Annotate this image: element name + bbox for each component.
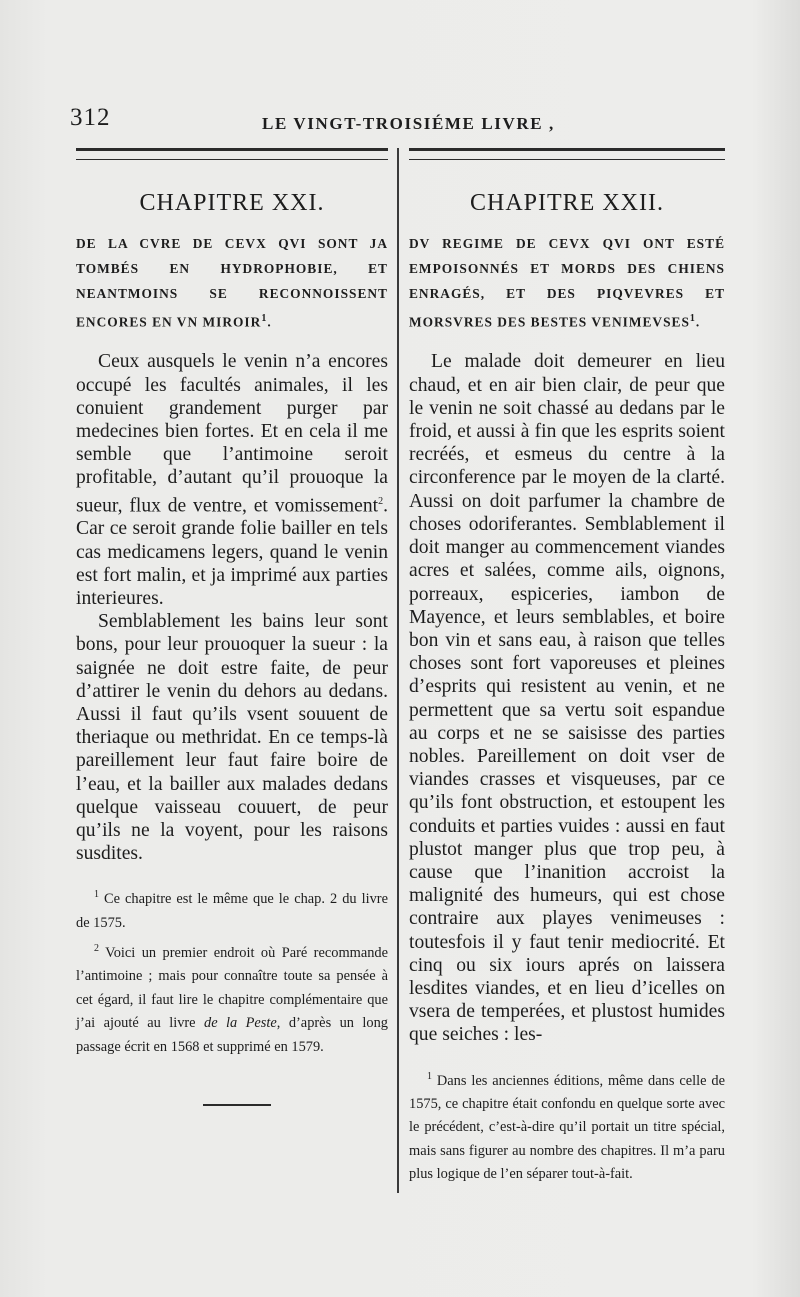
- footnotes: [409, 1065, 725, 1187]
- chapter-body: [76, 350, 388, 865]
- chapter-title: CHAPITRE XXI.: [139, 190, 325, 216]
- paragraph: Semblablement les bains leur sont bons, pour leur prouoquer la sueur : la saignée ne doit estre faite, de peur d’attirer le venin du dehors au dedans. Aussi il faut qu’ils vsent souuent de theriaque ou methridat. En ce temps-là pareillement leur faut faire boire de l’eau, et la bailler aux malades dedans quelque vaisseau couuert, de peur qu’ils ne la voyent, pour les raisons susdites.: [76, 611, 388, 865]
- end-rule: [203, 1104, 271, 1106]
- footnote-text: Ce chapitre est le même que le chap. 2 du livre de 1575.: [76, 891, 388, 931]
- footnote-number: 2: [94, 943, 99, 955]
- footnote-text: Dans les anciennes éditions, même dans celle de 1575, ce chapitre était confondu en quelque sorte avec le précédent, c’est-à-dire qu’il portait un titre spécial, mais sans figurer au nombre des chapitres. Il m’a paru plus logique de l’en séparer tout-à-fait.: [409, 1072, 725, 1182]
- chapter-title: CHAPITRE XXII.: [470, 190, 664, 216]
- subtitle-text: DE LA CVRE DE CEVX QVI SONT JA TOMBÉS EN HYDROPHOBIE, ET NEANTMOINS SE RECONNOISSENT ENCORES EN VN MIROIR: [76, 236, 388, 330]
- footnote: [76, 883, 388, 935]
- footnote-text: , d’après un long passage écrit en 1568 et supprimé en 1579.: [76, 1015, 388, 1055]
- paragraph: Le malade doit demeurer en lieu chaud, et en air bien clair, de peur que le venin ne soit chassé au dedans par le froid, et aussi à fin que les esprits soient recréés, et esmeus du centre à la circonference par le moyen de la clarté. Aussi on doit parfumer la chambre de choses odoriferantes. Semblablement il doit manger au commencement viandes acres et salées, comme ails, oignons, porreaux, espiceries, iambon de Mayence, et leurs semblables, et boire bon vin et sans eau, à raison que telles choses sont fort vaporeuses et pleines d’esprits qui resistent au venin, et ne permettent que sa vertu soit espandue au corps et ne se saisisse des parties nobles. Pareillement on doit vser de viandes crasses et visqueuses, par ce qu’ils font obstruction, et estoupent les conduits et parties vuides : aussi en faut plustot manger plus que trop peu, à cause que l’inanition accroist la malignité des humeurs, qui est chose contraire aux playes venimeuses : toutesfois il y faut tenir mediocrité. Et cinq ou six iours aprés on laissera lesdites viandes, et en lieu d’icelles on vsera de temperées, et plustost humides que seiches : les-: [409, 351, 725, 1046]
- footnote-number: 1: [427, 1070, 432, 1082]
- footnote-italic: de la Peste: [204, 1015, 277, 1032]
- double-rule: [76, 148, 388, 160]
- page-number: 312: [70, 104, 111, 131]
- footnote-ref: 1: [261, 313, 268, 324]
- footnotes: [76, 883, 388, 1058]
- footnote-text: Voici un premier endroit où Paré recommande l’antimoine ; mais pour connaître toute sa pensée à cet égard, il faut lire le chapitre complémentaire que j’ai ajouté au livre: [76, 944, 389, 1032]
- running-head: LE VINGT-TROISIÉME LIVRE ,: [262, 114, 555, 133]
- chapter-subtitle: [76, 231, 388, 334]
- subtitle-text: DV REGIME DE CEVX QVI ONT ESTÉ EMPOISONNÉS ET MORDS DES CHIENS ENRAGÉS, ET DES PIQVEVRES ET MORSVRES DES BESTES VENIMEVSES: [409, 236, 725, 330]
- paragraph: [76, 350, 388, 610]
- chapter-subtitle: [409, 231, 725, 334]
- chapter-body: [409, 350, 725, 1046]
- subtitle-end: .: [695, 314, 701, 330]
- footnote-number: 1: [94, 889, 99, 901]
- paragraph-text: Ceux ausquels le venin n’a encores occupé les facultés animales, il les conuient grandement purger par medecines bien fortes. Et en cela il me semble que l’antimoine seroit profitable, d’autant qu’il prouoque la sueur, flux de ventre, et vomissement: [76, 351, 388, 517]
- footnote: [409, 1065, 725, 1187]
- double-rule: [409, 148, 725, 160]
- footnote-ref: 1: [689, 313, 696, 324]
- paragraph-text: . Car ce seroit grande folie bailler en tels cas medicamens legers, quand le venin est fort malin, et ja imprimé aux parties interieures.: [76, 495, 388, 610]
- left-column: [76, 148, 388, 1061]
- footnote-ref: 2: [378, 495, 384, 507]
- right-column: [409, 148, 725, 1188]
- column-divider: [397, 148, 399, 1193]
- footnote: [76, 937, 388, 1059]
- subtitle-end: .: [267, 314, 272, 330]
